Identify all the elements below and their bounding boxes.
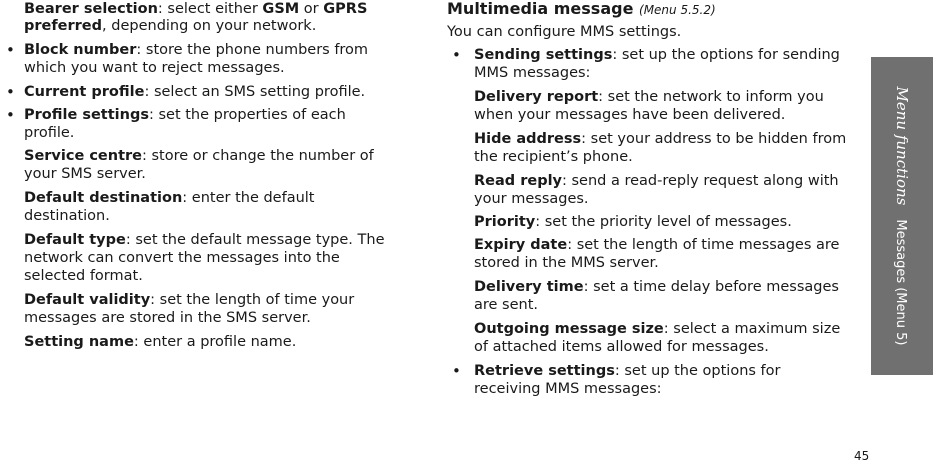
default-type-line2: network can convert the messages into the — [24, 250, 340, 266]
read-reply-line2: your messages. — [474, 191, 589, 207]
block-number-line2: which you want to reject messages. — [24, 60, 285, 76]
expiry-date-line2: stored in the MMS server. — [474, 255, 659, 271]
service-centre-line2: your SMS server. — [24, 166, 146, 182]
current-profile-line: Current profile: select an SMS setting profile. — [24, 84, 366, 100]
default-destination-line2: destination. — [24, 208, 110, 224]
side-tab-title: Menu functions — [893, 86, 911, 206]
delivery-time-line2: are sent. — [474, 297, 539, 313]
page-number: 45 — [854, 449, 870, 463]
default-destination-line1: Default destination: enter the default — [24, 190, 315, 206]
hide-address-line2: the recipient’s phone. — [474, 149, 633, 165]
bullet-icon: • — [6, 41, 15, 59]
sending-settings-line1: Sending settings: set up the options for sending — [474, 47, 840, 63]
section-heading: Multimedia message (Menu 5.5.2) — [447, 0, 716, 18]
delivery-report-line2: when your messages have been delivered. — [474, 107, 786, 123]
block-number-line1: Block number: store the phone numbers from — [24, 42, 369, 58]
menu-reference: (Menu 5.5.2) — [639, 3, 716, 17]
expiry-date-line1: Expiry date: set the length of time messages are — [474, 237, 840, 253]
profile-settings-line1: Profile settings: set the properties of each — [24, 107, 346, 123]
delivery-report-line1: Delivery report: set the network to inform you — [474, 89, 824, 105]
default-type-line3: selected format. — [24, 268, 143, 284]
default-type-line1: Default type: set the default message type. The — [24, 232, 385, 248]
read-reply-line1: Read reply: send a read-reply request along with — [474, 173, 839, 189]
delivery-time-line1: Delivery time: set a time delay before messages — [474, 279, 839, 295]
bullet-icon: • — [6, 106, 15, 124]
bullet-icon: • — [6, 83, 15, 101]
intro-text: You can configure MMS settings. — [447, 24, 682, 40]
default-validity-line1: Default validity: set the length of time your — [24, 292, 355, 308]
priority-line: Priority: set the priority level of messages. — [474, 214, 792, 230]
bullet-icon: • — [452, 362, 461, 380]
outgoing-size-line1: Outgoing message size: select a maximum size — [474, 321, 841, 337]
profile-settings-line2: profile. — [24, 125, 75, 141]
sending-settings-line2: MMS messages: — [474, 65, 591, 81]
setting-name-line: Setting name: enter a profile name. — [24, 334, 297, 350]
hide-address-line1: Hide address: set your address to be hidden from — [474, 131, 847, 147]
default-validity-line2: messages are stored in the SMS server. — [24, 310, 311, 326]
outgoing-size-line2: of attached items allowed for messages. — [474, 339, 769, 355]
service-centre-line1: Service centre: store or change the number of — [24, 148, 374, 164]
retrieve-settings-line2: receiving MMS messages: — [474, 381, 662, 397]
bearer-selection-line2: preferred, depending on your network. — [24, 18, 317, 34]
side-tab-label — [893, 87, 911, 346]
bearer-selection-line1: Bearer selection: select either GSM or GPRS — [24, 1, 368, 17]
bullet-icon: • — [452, 46, 461, 64]
retrieve-settings-line1: Retrieve settings: set up the options for — [474, 363, 781, 379]
side-tab-section: Messages (Menu 5) — [893, 219, 908, 346]
